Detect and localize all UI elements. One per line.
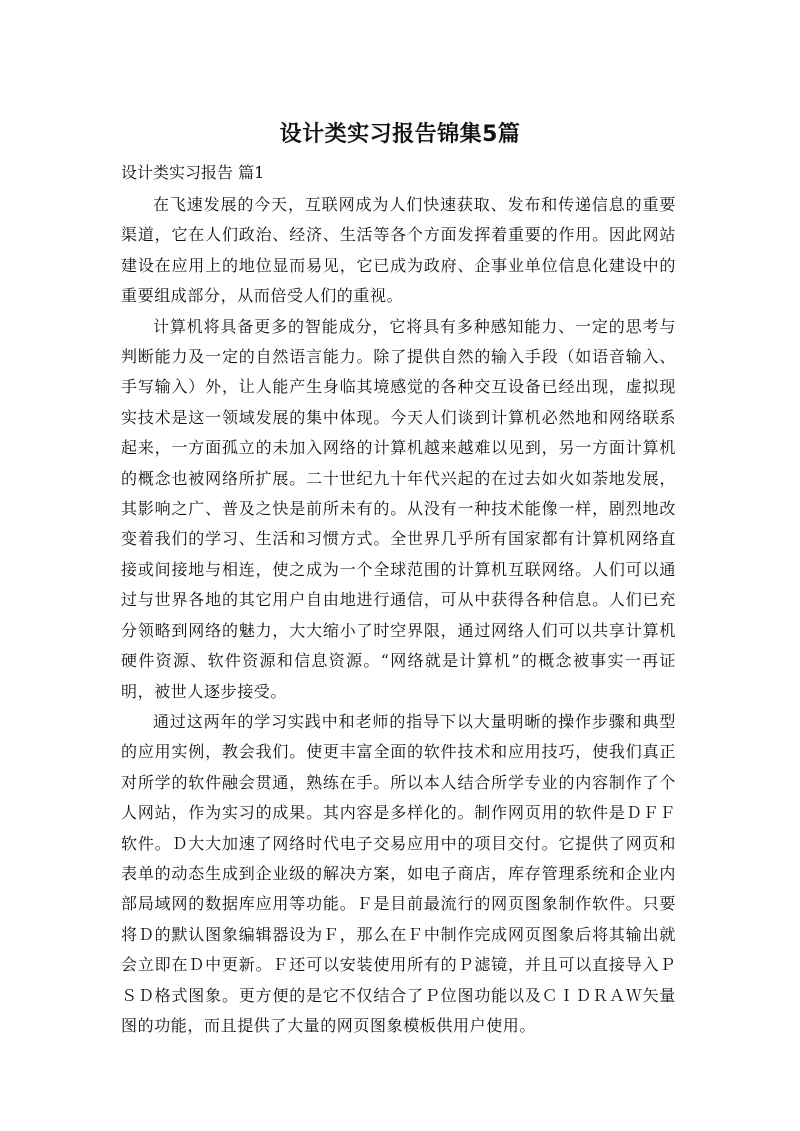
section-heading: 设计类实习报告 篇1 <box>121 163 265 182</box>
paragraph: 计算机将具备更多的智能成分，它将具有多种感知能力、一定的思考与判断能力及一定的自然语言能力。除了提供自然的输入手段（如语音输入、手写输入）外，让人能产生身临其境感觉的各种交互设备已经出现，虚拟现实技术是这一领域发展的集中体现。今天人们谈到计算机必然地和网络联系起来，一方面孤立的未加入网络的计算机越来越难以见到，另一方面计算机的概念也被网络所扩展。二十世纪九十年代兴起的在过去如火如荼地发展，其影响之广、普及之快是前所未有的。从没有一种技术能像一样，剧烈地改变着我们的学习、生活和习惯方式。全世界几乎所有国家都有计算机网络直接或间接地与相连，使之成为一个全球范围的计算机互联网络。人们可以通过与世界各地的其它用户自由地进行通信，可从中获得各种信息。人们已充分领略到网络的魅力，大大缩小了时空界限，通过网络人们可以共享计算机硬件资源、软件资源和信息资源。“网络就是计算机”的概念被事实一再证明，被世人逐步接受。 <box>121 316 676 701</box>
document-title: 设计类实习报告锦集5篇 <box>279 122 521 147</box>
paragraph: 在飞速发展的今天，互联网成为人们快速获取、发布和传递信息的重要渠道，它在人们政治、经济、生活等各个方面发挥着重要的作用。因此网站建设在应用上的地位显而易见，它已成为政府、企事业单位信息化建设中的重要组成部分，从而倍受人们的重视。 <box>121 195 676 306</box>
paragraph: 通过这两年的学习实践中和老师的指导下以大量明晰的操作步骤和典型的应用实例，教会我们。使更丰富全面的软件技术和应用技巧，使我们真正对所学的软件融会贯通，熟练在手。所以本人结合所学专业的内容制作了个人网站，作为实习的成果。其内容是多样化的。制作网页用的软件是ＤＦＦ软件。Ｄ大大加速了网络时代电子交易应用中的项目交付。它提供了网页和表单的动态生成到企业级的解决方案，如电子商店，库存管理系统和企业内部局域网的数据库应用等功能。Ｆ是目前最流行的网页图象制作软件。只要将Ｄ的默认图象编辑器设为Ｆ，那么在Ｆ中制作完成网页图象后将其输出就会立即在Ｄ中更新。Ｆ还可以安装使用所有的Ｐ滤镜，并且可以直接导入ＰＳＤ格式图象。更方便的是它不仅结合了Ｐ位图功能以及ＣＩＤＲＡＷ矢量图的功能，而且提供了大量的网页图象模板供用户使用。 <box>121 711 676 1035</box>
document-body <box>121 190 676 1041</box>
